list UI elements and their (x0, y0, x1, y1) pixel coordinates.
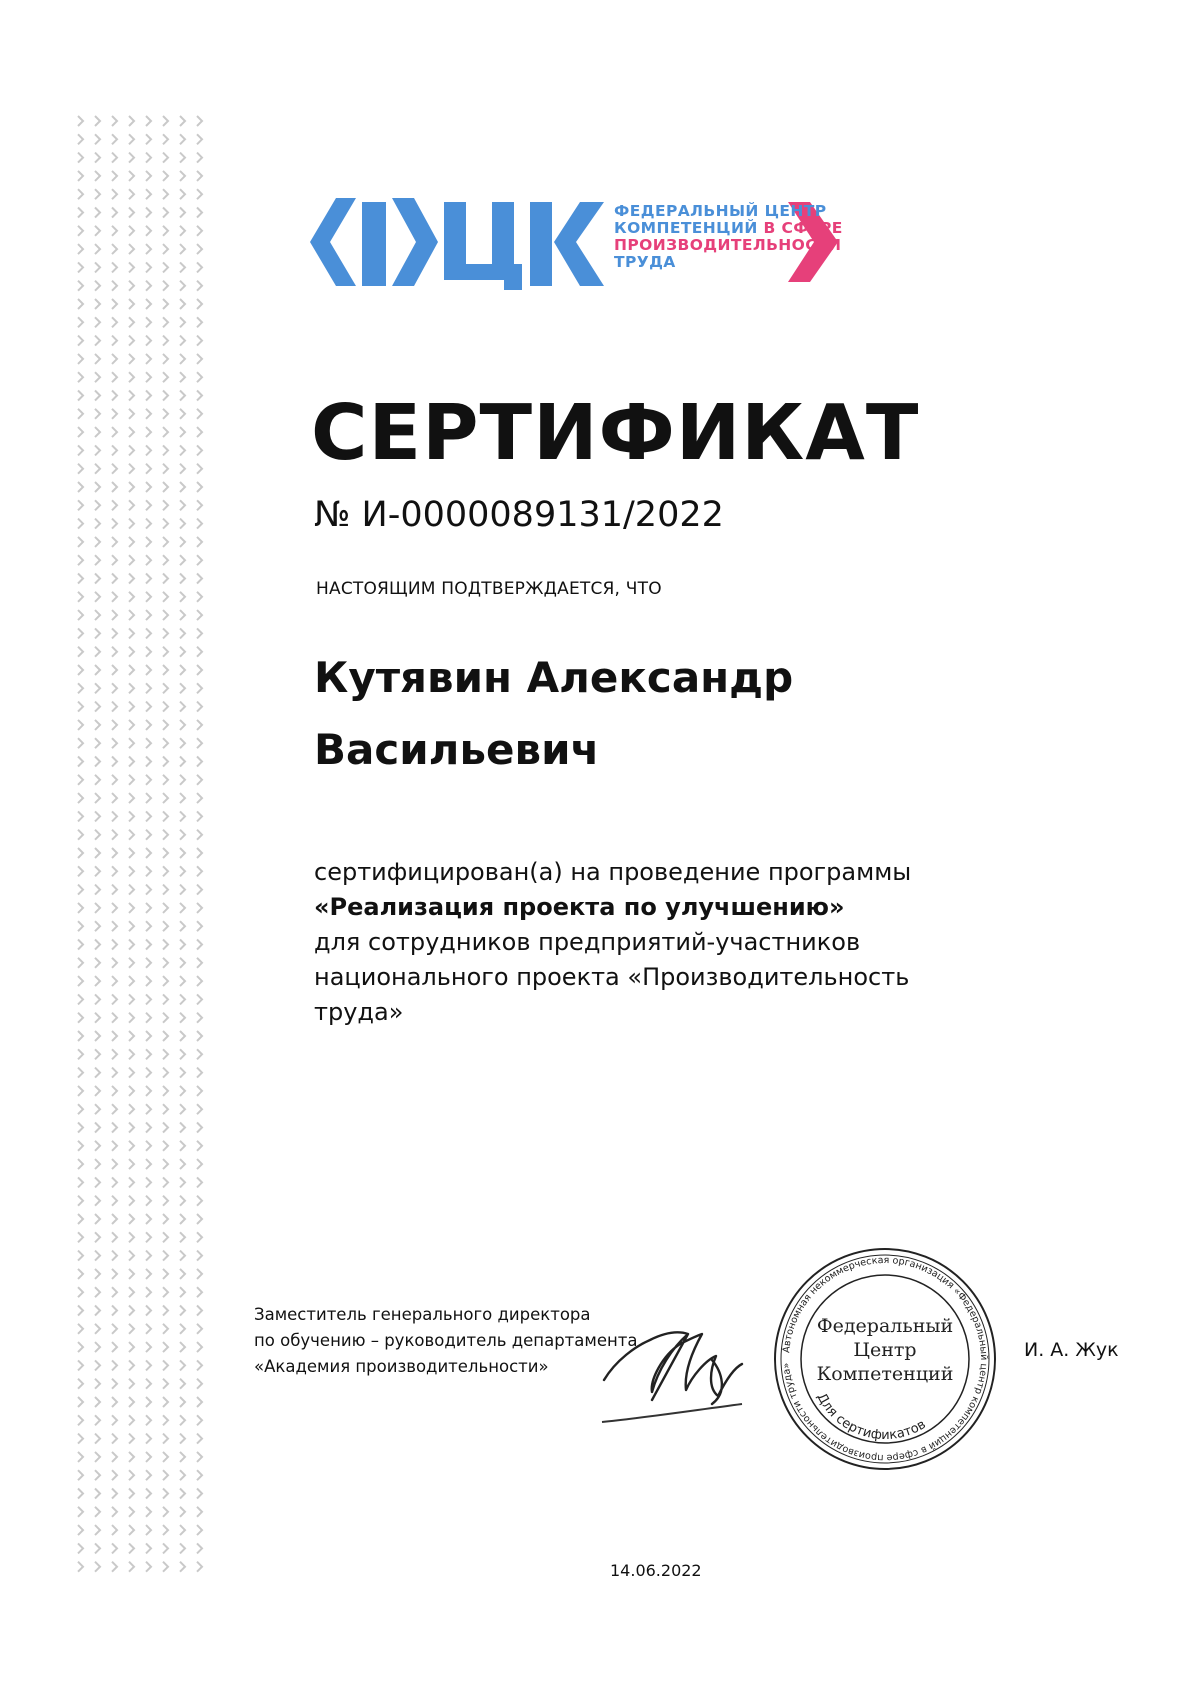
official-seal (770, 1244, 1000, 1474)
position-line-1: Заместитель генерального директора (254, 1305, 591, 1324)
seal-center-line-1: Федеральный (816, 1315, 954, 1337)
logo-text-line-3: ПРОИЗВОДИТЕЛЬНОСТИ (614, 236, 842, 254)
seal-center-line-2: Центр (853, 1339, 917, 1361)
logo-text-line-4: ТРУДА (614, 253, 676, 271)
description-line-4: национального проекта «Производительность (314, 963, 910, 991)
seal-ring-text: Автономная некоммерческая организация «Федеральный центр компетенций в сфере производительности труда» (781, 1254, 990, 1464)
description-line-5: труда» (314, 998, 404, 1026)
seal-bottom-text: Для сертификатов (813, 1390, 929, 1444)
certificate-number: № И-0000089131/2022 (314, 495, 724, 535)
recipient-name-line-2: Васильевич (314, 725, 600, 774)
issue-date: 14.06.2022 (610, 1561, 702, 1580)
recipient-name-line-1: Кутявин Александр (314, 653, 794, 702)
recipient-name (314, 642, 1014, 786)
signatory-position (254, 1302, 638, 1380)
logo-text (614, 202, 843, 271)
logo-text-line-2-accent: В СФЕРЕ (763, 219, 843, 237)
seal-center-line-3: Компетенций (816, 1363, 954, 1385)
handwritten-signature (592, 1300, 752, 1430)
seal-center-text (770, 1314, 1000, 1386)
signatory-name: И. А. Жук (1024, 1339, 1119, 1361)
certificate-title: СЕРТИФИКАТ (311, 389, 920, 478)
confirmation-text: НАСТОЯЩИМ ПОДТВЕРЖДАЕТСЯ, ЧТО (316, 579, 662, 599)
logo-text-line-1: ФЕДЕРАЛЬНЫЙ ЦЕНТР (614, 202, 827, 220)
decorative-chevron-strip (76, 114, 212, 1582)
certification-description (314, 855, 954, 1030)
position-line-3: «Академия производительности» (254, 1357, 549, 1376)
logo-text-line-2: КОМПЕТЕНЦИЙ (614, 219, 758, 237)
description-line-1: сертифицирован(а) на проведение программы (314, 858, 912, 886)
description-line-3: для сотрудников предприятий-участников (314, 928, 861, 956)
program-name: «Реализация проекта по улучшению» (314, 893, 845, 921)
position-line-2: по обучению – руководитель департамента (254, 1331, 638, 1350)
